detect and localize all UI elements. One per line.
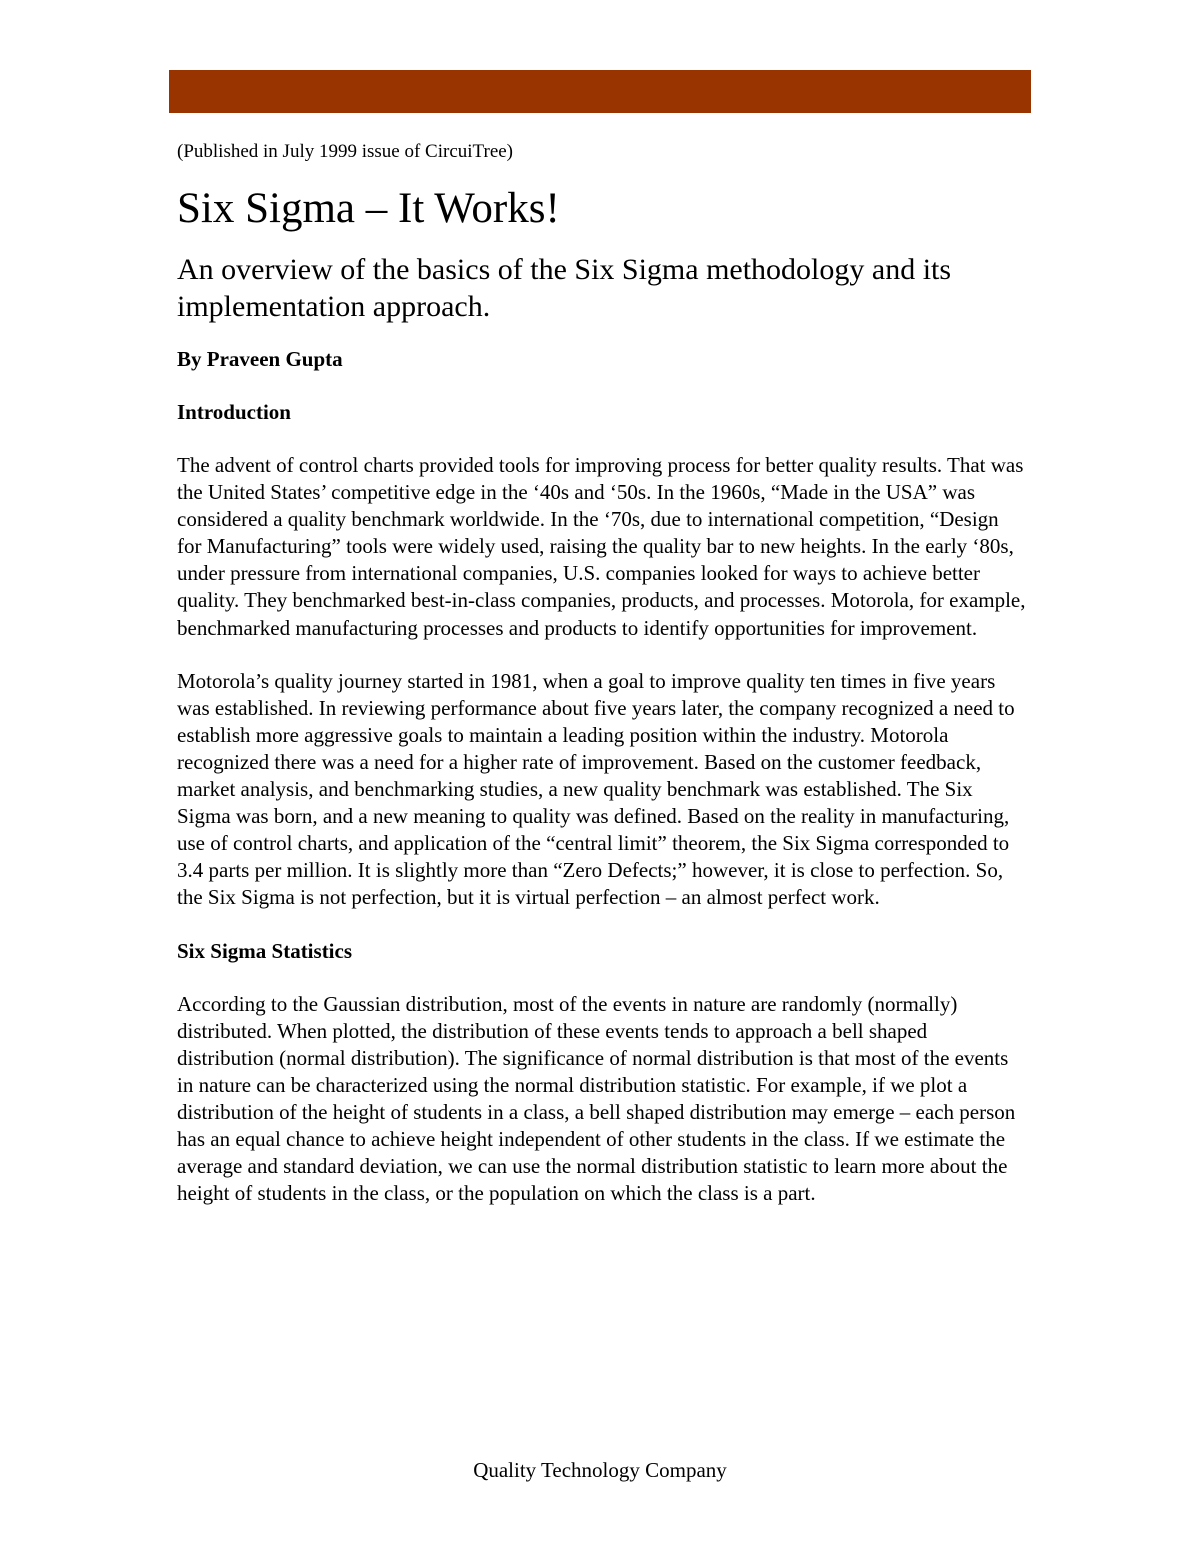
paragraph: The advent of control charts provided tools for improving process for better quality results. That was the United States’ competitive edge in the ‘40s and ‘50s. In the 1960s, “Made in the USA” was considered a quality benchmark worldwide. In the ‘70s, due to international competition, “Design for Manufacturing” tools were widely used, raising the quality bar to new heights. In the early ‘80s, under pressure from international companies, U.S. companies looked for ways to achieve better quality. They benchmarked best-in-class companies, products, and processes. Motorola, for example, benchmarked manufacturing processes and products to identify opportunities for improvement.	[177, 453, 1026, 640]
byline: By Praveen Gupta	[177, 347, 343, 371]
page-footer: Quality Technology Company	[473, 1458, 727, 1482]
paragraph: Motorola’s quality journey started in 1981, when a goal to improve quality ten times in five years was established. In reviewing performance about five years later, the company recognized a need to establish more aggressive goals to maintain a leading position within the industry. Motorola recognized there was a need for a higher rate of improvement. Based on the customer feedback, market analysis, and benchmarking studies, a new quality benchmark was established. The Six Sigma was born, and a new meaning to quality was defined. Based on the reality in manufacturing, use of control charts, and application of the “central limit” theorem, the Six Sigma corresponded to 3.4 parts per million. It is slightly more than “Zero Defects;” however, it is close to perfection. So, the Six Sigma is not perfection, but it is virtual perfection – an almost perfect work.	[177, 668, 1015, 910]
header-bar	[169, 70, 1031, 113]
section-heading-six-sigma-statistics: Six Sigma Statistics	[177, 938, 353, 963]
article-title: Six Sigma – It Works!	[177, 185, 560, 232]
paragraph: According to the Gaussian distribution, most of the events in nature are randomly (normally) distributed. When plotted, the distribution of these events tends to approach a bell shaped distribution (normal distribution). The significance of normal distribution is that most of the events in nature can be characterized using the normal distribution statistic. For example, if we plot a distribution of the height of students in a class, a bell shaped distribution may emerge – each person has an equal chance to achieve height independent of other students in the class. If we estimate the average and standard deviation, we can use the normal distribution statistic to learn more about the height of students in the class, or the population on which the class is a part.	[177, 991, 1016, 1206]
section-heading-introduction: Introduction	[177, 400, 291, 424]
publication-note: (Published in July 1999 issue of CircuiTree)	[177, 141, 514, 162]
article-subtitle: An overview of the basics of the Six Sigma methodology and its implementation approach.	[177, 253, 952, 323]
article	[177, 137, 1027, 1207]
